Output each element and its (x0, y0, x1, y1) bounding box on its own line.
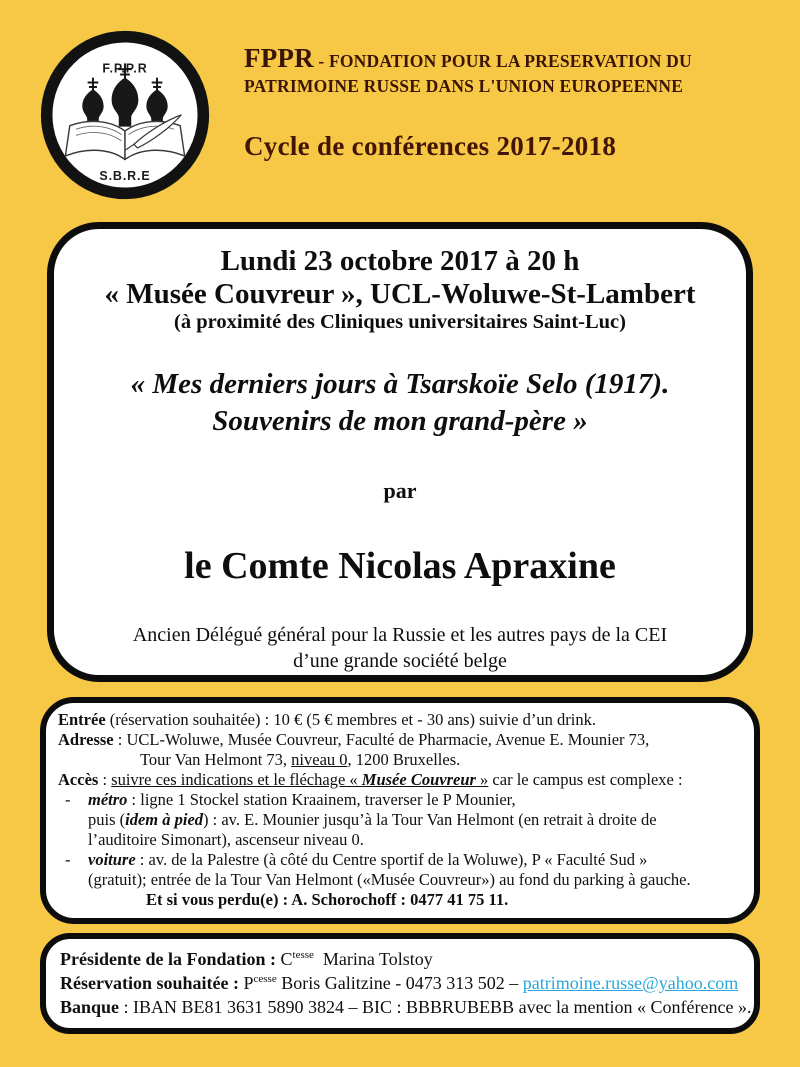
acces-u-post: » (475, 770, 489, 789)
presidente-line (60, 947, 740, 971)
org-line1: FONDATION POUR LA PRESERVATION DU (328, 51, 692, 71)
acces-line (58, 770, 742, 790)
acces-u-pre: suivre ces indications et le fléchage « (111, 770, 362, 789)
acces-musee-couvreur: Musée Couvreur (361, 770, 476, 789)
adresse-line2 (58, 750, 742, 770)
adresse2-post: , 1200 Bruxelles. (347, 750, 461, 769)
email-link[interactable]: patrimoine.russe@yahoo.com (522, 973, 739, 993)
banque-line (60, 995, 752, 1019)
lost-contact-line: Et si vous perdu(e) : A. Schorochoff : 0477 41 75 11. (146, 890, 509, 909)
metro-text: : ligne 1 Stockel station Kraainem, traverser le P Mounier, (127, 790, 516, 809)
speaker-desc-line2: d’une grande société belge (293, 650, 507, 672)
reservation-contact: Boris Galitzine - 0473 313 502 – (276, 973, 523, 993)
presidente-label: Présidente de la Fondation : (60, 949, 276, 969)
entree-text: (réservation souhaitée) : 10 € (5 € membres et - 30 ans) suivie d’un drink. (105, 710, 596, 729)
voiture-item (58, 850, 742, 870)
banque-text: : IBAN BE81 3631 5890 3824 – BIC : BBBRUBEBB avec la mention « Conférence ». (119, 997, 752, 1017)
metro-line2 (58, 810, 742, 830)
adresse-text: : UCL-Woluwe, Musée Couvreur, Faculté de Pharmacie, Avenue E. Mounier 73, (113, 730, 650, 749)
acces-label: Accès (58, 770, 99, 789)
fppr-logo-icon (36, 26, 214, 204)
event-venue-note: (à proximité des Cliniques universitaires Saint-Luc) (174, 311, 626, 333)
event-date: Lundi 23 octobre 2017 à 20 h (220, 245, 580, 277)
niveau-0-underlined: niveau 0 (291, 750, 348, 769)
talk-title-line1: « Mes derniers jours à Tsarskoïe Selo (1917). (130, 368, 670, 400)
event-venue: « Musée Couvreur », UCL-Woluwe-St-Lambert (104, 278, 696, 310)
reservation-label: Réservation souhaitée : (60, 973, 239, 993)
org-line2: PATRIMOINE RUSSE DANS L'UNION EUROPEENNE (244, 76, 684, 96)
talk-title (54, 366, 746, 440)
metro-line3: l’auditoire Simonart), ascenseur niveau 0. (88, 830, 364, 849)
voiture-dash: - (65, 850, 71, 869)
metro-item (58, 790, 742, 810)
adresse2-pre: Tour Van Helmont 73, (140, 750, 292, 769)
presidente-c: C (276, 949, 293, 969)
acces-rest: car le campus est complexe : (488, 770, 683, 789)
entree-line (58, 710, 742, 730)
speaker-intro: par (383, 478, 417, 503)
metro2-pre: puis ( (88, 810, 126, 829)
reservation-line (60, 971, 740, 995)
org-abbr: FPPR (244, 43, 314, 73)
entree-label: Entrée (58, 710, 106, 729)
voiture-text: : av. de la Palestre (à côté du Centre sportif de la Woluwe), P « Faculté Sud » (135, 850, 648, 869)
org-dash: - (313, 51, 329, 71)
reservation-p: P (238, 973, 254, 993)
reservation-sup: cesse (253, 973, 277, 985)
footer-box (40, 933, 760, 1034)
logo-top-text: F.P.P.R (102, 61, 148, 76)
fppr-logo (36, 26, 214, 204)
info-box (40, 697, 760, 924)
metro2-idem-a-pied: idem à pied (125, 810, 204, 829)
voiture-label: voiture (88, 850, 136, 869)
metro-dash: - (65, 790, 71, 809)
adresse-line (58, 730, 742, 750)
metro2-post: ) : av. E. Mounier jusqu’à la Tour Van Helmont (en retrait à droite de (203, 810, 657, 829)
presidente-sup: tesse (292, 949, 314, 961)
cycle-title: Cycle de conférences 2017-2018 (244, 131, 617, 161)
voiture-line2: (gratuit); entrée de la Tour Van Helmont («Musée Couvreur») au fond du parking à gauche. (88, 870, 691, 889)
org-title (244, 43, 789, 99)
metro-label: métro (88, 790, 128, 809)
header (244, 43, 789, 162)
speaker-desc-line1: Ancien Délégué général pour la Russie et les autres pays de la CEI (132, 624, 668, 646)
banque-label: Banque (60, 997, 120, 1017)
event-box (47, 222, 753, 682)
presidente-name: Marina Tolstoy (313, 949, 433, 969)
speaker-description (54, 622, 746, 674)
logo-bottom-text: S.B.R.E (99, 168, 151, 183)
acces-underlined (111, 770, 488, 789)
adresse-label: Adresse (58, 730, 114, 749)
acces-colon: : (98, 770, 112, 789)
speaker-name: le Comte Nicolas Apraxine (184, 545, 616, 587)
talk-title-line2: Souvenirs de mon grand-père » (212, 405, 588, 437)
